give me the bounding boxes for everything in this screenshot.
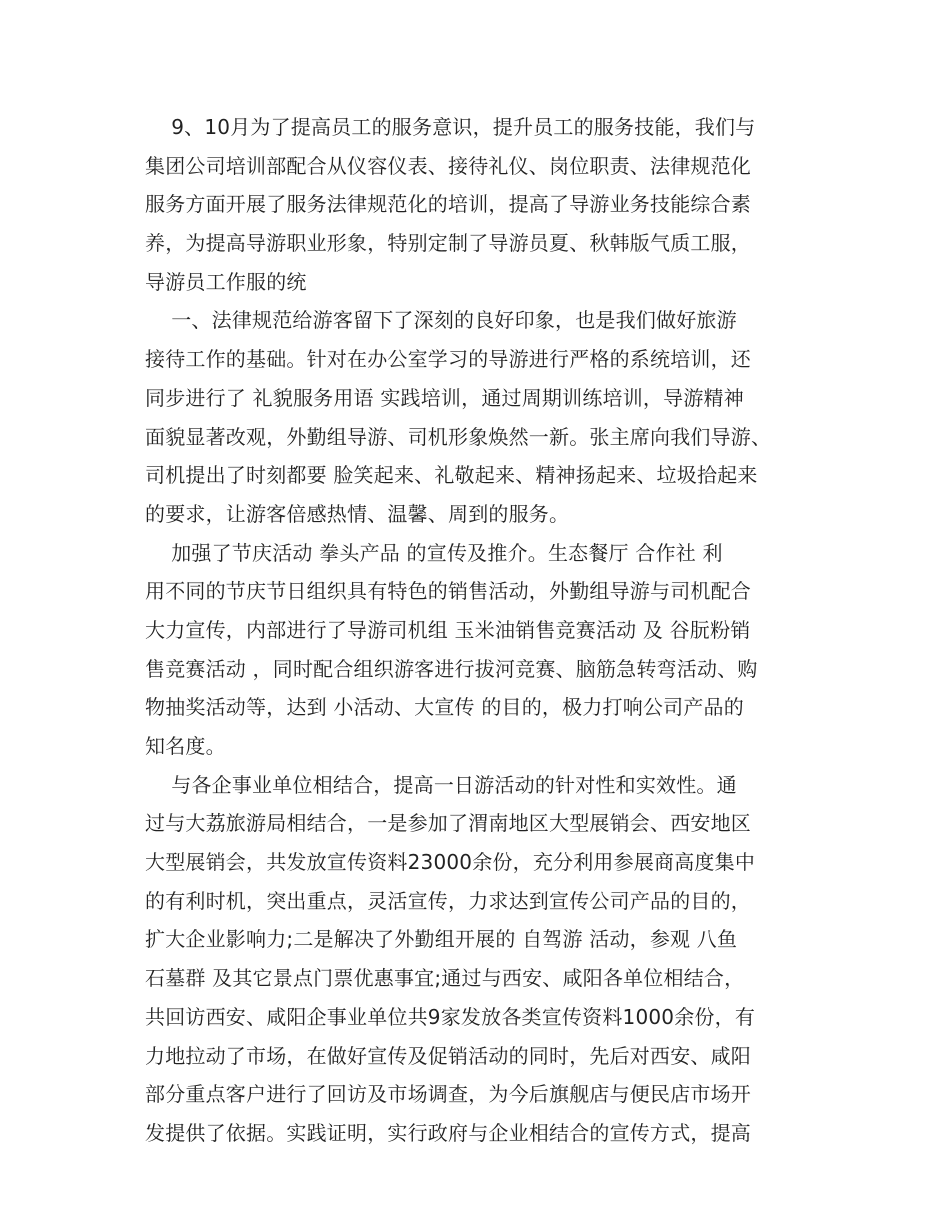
text-line: 一、法律规范给游客留下了深刻的良好印象，也是我们做好旅游: [145, 308, 737, 333]
text-line: 用不同的节庆节日组织具有特色的销售活动，外勤组导游与司机配合: [145, 579, 751, 604]
text-line: 养，为提高导游职业形象，特别定制了导游员夏、秋韩版气质工服，: [145, 231, 751, 256]
text-line: 大力宣传，内部进行了导游司机组 玉米油销售竞赛活动 及 谷朊粉销: [145, 617, 751, 642]
text-line: 接待工作的基础。针对在办公室学习的导游进行严格的系统培训，还: [145, 347, 751, 372]
paragraph-legal-norms: [145, 301, 825, 533]
text-line: 共回访西安、咸阳企事业单位共9家发放各类宣传资料1000余份，有: [145, 1004, 756, 1029]
paragraph-training: [145, 108, 825, 301]
text-line: 集团公司培训部配合从仪容仪表、接待礼仪、岗位职责、法律规范化: [145, 153, 751, 178]
text-line: 9、10月为了提高员工的服务意识，提升员工的服务技能，我们与: [145, 115, 756, 139]
text-line: 发提供了依据。实践证明，实行政府与企业相结合的宣传方式，提高: [145, 1120, 751, 1145]
text-line: 的有利时机，突出重点，灵活宣传，力求达到宣传公司产品的目的，: [145, 888, 751, 913]
text-line: 石墓群 及其它景点门票优惠事宜;通过与西安、咸阳各单位相结合，: [145, 966, 745, 991]
paragraph-enterprise-cooperation: [145, 766, 825, 1153]
text-line: 部分重点客户进行了回访及市场调查，为今后旗舰店与便民店市场开: [145, 1082, 751, 1107]
text-line: 与各企事业单位相结合，提高一日游活动的针对性和实效性。通: [145, 772, 737, 797]
text-line: 导游员工作服的统: [145, 269, 307, 294]
text-line: 力地拉动了市场，在做好宣传及促销活动的同时，先后对西安、咸阳: [145, 1043, 751, 1068]
paragraph-festival-promotion: [145, 534, 825, 766]
text-line: 同步进行了 礼貌服务用语 实践培训，通过周期训练培训，导游精神: [145, 385, 744, 410]
text-line: 服务方面开展了服务法律规范化的培训，提高了导游业务技能综合素: [145, 192, 751, 217]
text-line: 物抽奖活动等，达到 小活动、大宣传 的目的，极力打响公司产品的: [145, 695, 744, 720]
text-line: 过与大荔旅游局相结合，一是参加了渭南地区大型展销会、西安地区: [145, 811, 751, 836]
text-line: 面貌显著改观，外勤组导游、司机形象焕然一新。张主席向我们导游、: [145, 424, 772, 449]
text-line: 知名度。: [145, 734, 226, 758]
text-line: 大型展销会，共发放宣传资料23000余份，充分利用参展商高度集中: [145, 850, 756, 875]
text-line: 司机提出了时刻都要 脸笑起来、礼敬起来、精神扬起来、垃圾拾起来: [145, 463, 758, 488]
document-body: [145, 108, 825, 1153]
text-line: 售竞赛活动 ，同时配合组织游客进行拔河竞赛、脑筋急转弯活动、购: [145, 656, 758, 681]
text-line: 加强了节庆活动 拳头产品 的宣传及推介。生态餐厅 合作社 利: [145, 540, 723, 565]
text-line: 扩大企业影响力;二是解决了外勤组开展的 自驾游 活动，参观 八鱼: [145, 927, 738, 952]
text-line: 的要求，让游客倍感热情、温馨、周到的服务。: [145, 501, 570, 526]
